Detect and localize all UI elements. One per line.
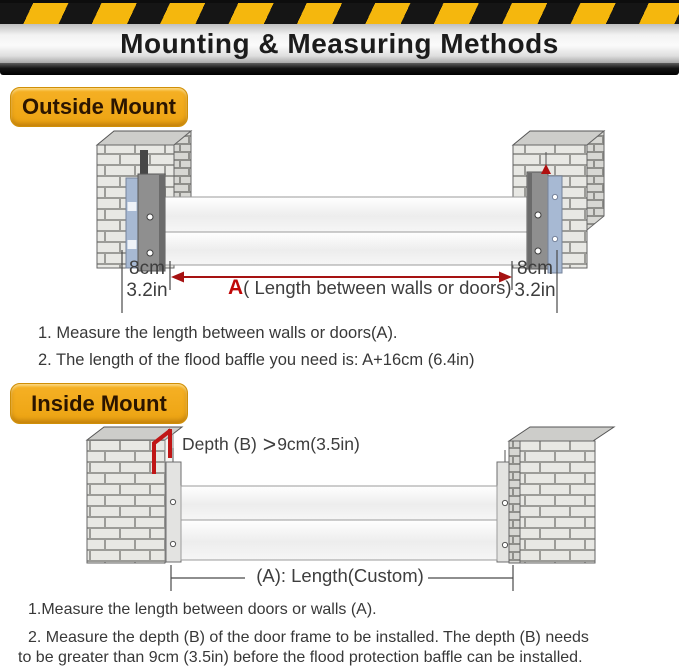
inside-length-label: (A): Length(Custom) (256, 565, 424, 586)
outside-flood-baffle-panel (163, 197, 533, 265)
inside-left-channel (166, 462, 181, 562)
greater-than-sign: > (262, 431, 277, 457)
inside-flood-baffle-panel (181, 486, 497, 560)
length-letter-a: A (228, 276, 244, 299)
inside-step-1: 1.Measure the length between doors or walls (A). (28, 601, 377, 618)
outside-step-1: 1. Measure the length between walls or doors(A). (38, 324, 398, 342)
outside-step-2: 2. The length of the flood baffle you need is: A+16cm (6.4in) (38, 351, 475, 369)
depth-prefix: Depth (B) (182, 434, 262, 454)
left-offset-cm: 8cm (129, 258, 165, 279)
left-offset-label (123, 258, 171, 302)
inside-step-2-line-2: to be greater than 9cm (3.5in) before the flood protection baffle can be installed. (18, 649, 583, 666)
right-offset-in: 3.2in (514, 280, 556, 301)
depth-label (182, 431, 360, 458)
depth-value: 9cm(3.5in) (277, 434, 360, 454)
page-title: Mounting & Measuring Methods (120, 27, 559, 59)
left-offset-in: 3.2in (126, 280, 168, 301)
outside-left-bracket (126, 174, 165, 271)
outside-mount-steps (38, 320, 474, 374)
right-offset-cm: 8cm (517, 258, 553, 279)
length-text: ( Length between walls or doors) (243, 277, 512, 298)
inside-mount-badge-label: Inside Mount (31, 390, 167, 416)
right-offset-label (511, 258, 559, 302)
outside-length-label (228, 276, 512, 300)
outside-mount-badge-label: Outside Mount (22, 94, 176, 119)
inside-step-2-line-1: 2. Measure the depth (B) of the door frame to be installed. The depth (B) needs (28, 629, 589, 646)
inside-right-wall-pillar (509, 427, 614, 563)
